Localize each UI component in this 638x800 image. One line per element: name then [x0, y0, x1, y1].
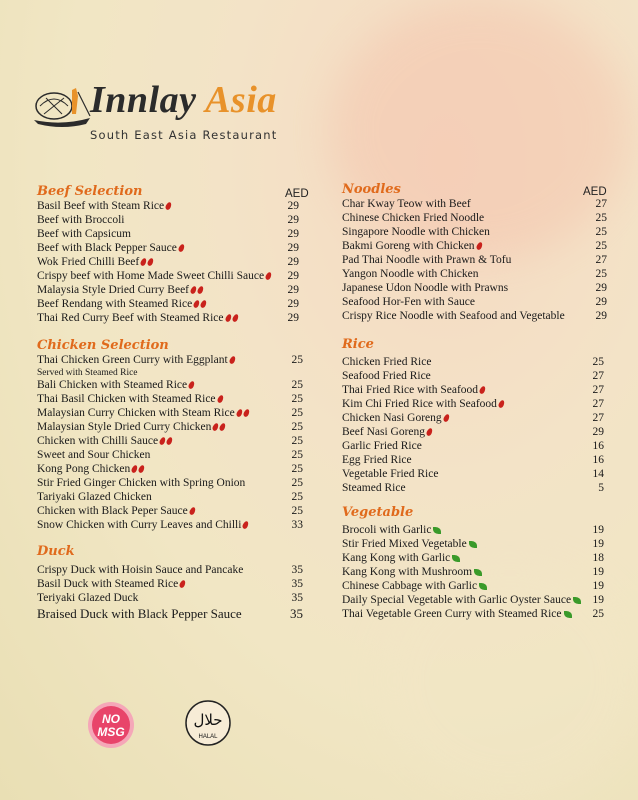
menu-item	[342, 425, 607, 439]
chili-icon	[235, 409, 243, 418]
section-title: Rice	[342, 337, 374, 352]
menu-item-name: Malaysia Style Dried Curry Beef	[37, 284, 307, 296]
menu-item	[37, 434, 307, 448]
menu-list	[342, 355, 607, 495]
leaf-icon	[469, 541, 477, 548]
section-beef	[37, 184, 307, 325]
menu-item	[342, 607, 607, 621]
menu-item	[342, 439, 607, 453]
chili-icon	[228, 356, 236, 365]
menu-item	[342, 211, 607, 225]
menu-list	[37, 353, 307, 532]
menu-item-price: 29	[287, 200, 299, 212]
menu-item	[342, 281, 607, 295]
menu-item-name: Seafood Fried Rice	[342, 370, 431, 382]
chili-icon	[188, 507, 196, 516]
menu-item	[342, 467, 607, 481]
menu-item	[342, 369, 607, 383]
section-title: Duck	[37, 544, 75, 559]
chili-icon	[479, 386, 487, 395]
halal-icon	[183, 696, 233, 750]
menu-item-name: Thai Basil Chicken with Steamed Rice	[37, 393, 307, 405]
brand-second-word: Asia	[205, 79, 277, 121]
menu-item-name: Beef with Broccoli	[37, 214, 125, 226]
menu-item	[37, 476, 307, 490]
menu-item-price: 25	[592, 608, 604, 620]
leaf-icon	[452, 555, 460, 562]
menu-item-price: 19	[592, 566, 604, 578]
leaf-icon	[564, 611, 572, 618]
menu-item-name: Beef Nasi Goreng	[342, 426, 607, 438]
menu-item-name: Braised Duck with Black Pepper Sauce	[37, 605, 242, 621]
menu-item-price: 33	[291, 519, 303, 531]
menu-item-price: 29	[287, 284, 299, 296]
menu-item	[37, 406, 307, 420]
tagline: South East Asia Restaurant	[90, 128, 278, 142]
menu-item-name: Vegetable Fried Rice	[342, 468, 439, 480]
boat-fisherman-icon	[32, 86, 94, 130]
menu-item-price: 25	[291, 491, 303, 503]
menu-item-price: 29	[287, 312, 299, 324]
menu-item	[37, 199, 307, 213]
menu-item-name: Crispy Duck with Hoisin Sauce and Pancake	[37, 564, 244, 576]
chili-icon	[177, 244, 185, 253]
menu-item	[342, 579, 607, 593]
menu-item-name: Garlic Fried Rice	[342, 440, 422, 452]
menu-item-price: 18	[592, 552, 604, 564]
menu-item-price: 25	[291, 393, 303, 405]
menu-item	[342, 593, 607, 607]
menu-item	[37, 378, 307, 392]
chili-icon	[216, 395, 224, 404]
section-noodles	[342, 182, 607, 323]
menu-item-price: 25	[291, 421, 303, 433]
menu-item-price: 5	[598, 482, 604, 494]
menu-item-name: Malaysian Curry Chicken with Steam Rice	[37, 407, 307, 419]
menu-item-price: 25	[595, 212, 607, 224]
menu-item	[37, 255, 307, 269]
menu-item-price: 27	[592, 412, 604, 424]
menu-item	[342, 225, 607, 239]
menu-item-price: 19	[592, 594, 604, 606]
menu-item	[37, 462, 307, 476]
menu-item	[37, 269, 307, 283]
menu-item	[342, 253, 607, 267]
menu-item-name: Beef with Capsicum	[37, 228, 131, 240]
chili-icon	[166, 437, 174, 446]
menu-item-price: 29	[287, 298, 299, 310]
menu-list	[37, 563, 307, 622]
menu-item	[342, 551, 607, 565]
chili-icon	[242, 409, 250, 418]
menu-item-price: 29	[595, 282, 607, 294]
menu-item-name: Kim Chi Fried Rice with Seafood	[342, 398, 607, 410]
menu-item-price: 27	[592, 398, 604, 410]
menu-item	[342, 411, 607, 425]
menu-item-name: Stir Fried Mixed Vegetable	[342, 538, 607, 550]
menu-item-name: Sweet and Sour Chicken	[37, 449, 151, 461]
menu-item-price: 16	[592, 440, 604, 452]
menu-item-price: 29	[287, 228, 299, 240]
menu-item-name: Singapore Noodle with Chicken	[342, 226, 490, 238]
menu-item	[37, 448, 307, 462]
menu-item	[342, 267, 607, 281]
menu-item-name: Thai Red Curry Beef with Steamed Rice	[37, 312, 307, 324]
halal-badge	[183, 696, 233, 755]
menu-item-name: Daily Special Vegetable with Garlic Oyster Sauce	[342, 594, 607, 606]
menu-item-name: Wok Fried Chilli Beef	[37, 256, 307, 268]
menu-item	[342, 453, 607, 467]
chili-icon	[200, 300, 208, 309]
menu-item	[37, 241, 307, 255]
menu-item-name: Basil Beef with Steam Rice	[37, 200, 307, 212]
menu-item	[342, 355, 607, 369]
chili-icon	[179, 580, 187, 589]
chili-icon	[197, 286, 205, 295]
menu-item-name: Char Kway Teow with Beef	[342, 198, 471, 210]
section-chicken	[37, 338, 307, 532]
menu-item-name: Kang Kong with Mushroom	[342, 566, 607, 578]
menu-item-price: 27	[595, 198, 607, 210]
menu-item-price: 19	[592, 580, 604, 592]
menu-item-price: 25	[291, 435, 303, 447]
menu-item-name: Yangon Noodle with Chicken	[342, 268, 479, 280]
menu-item-name: Teriyaki Glazed Duck	[37, 592, 139, 604]
chili-icon	[188, 381, 196, 390]
menu-item-name: Chicken Nasi Goreng	[342, 412, 607, 424]
chili-icon	[426, 428, 434, 437]
section-vegetable	[342, 505, 607, 621]
menu-item-name: Thai Fried Rice with Seafood	[342, 384, 607, 396]
menu-item-name: Kang Kong with Garlic	[342, 552, 607, 564]
menu-item-name: Beef with Black Pepper Sauce	[37, 242, 307, 254]
menu-item-price: 29	[592, 426, 604, 438]
menu-item-name: Malaysian Style Dried Curry Chicken	[37, 421, 307, 433]
chili-icon	[224, 314, 232, 323]
menu-item-name: Japanese Udon Noodle with Prawns	[342, 282, 509, 294]
menu-item	[342, 197, 607, 211]
menu-item-name: Brocoli with Garlic	[342, 524, 607, 536]
menu-item	[37, 518, 307, 532]
right-column	[342, 184, 607, 621]
menu-item	[37, 311, 307, 325]
menu-item	[37, 213, 307, 227]
section-title: Vegetable	[342, 505, 414, 520]
no-msg-badge	[86, 700, 136, 755]
menu-item-price: 25	[291, 354, 303, 366]
brand-name	[90, 78, 277, 122]
chili-icon	[475, 242, 483, 251]
section-title: Beef Selection	[37, 184, 143, 199]
menu-item	[37, 591, 307, 605]
currency-label: AED	[285, 188, 309, 200]
menu-item	[37, 227, 307, 241]
menu-item-name: Crispy beef with Home Made Sweet Chilli Sauce	[37, 270, 307, 282]
menu-note: Served with Steamed Rice	[37, 367, 138, 378]
chili-icon	[138, 465, 146, 474]
menu-item-price: 19	[592, 524, 604, 536]
menu-item-price: 29	[287, 242, 299, 254]
no-msg-icon	[86, 700, 136, 750]
menu-item-price: 25	[595, 240, 607, 252]
menu-item-name: Beef Rendang with Steamed Rice	[37, 298, 307, 310]
menu-item-name: Egg Fried Rice	[342, 454, 412, 466]
menu-item	[342, 481, 607, 495]
menu-item-price: 25	[291, 449, 303, 461]
no-msg-line1: NO	[102, 712, 120, 726]
menu-item-name: Bali Chicken with Steamed Rice	[37, 379, 307, 391]
chili-icon	[242, 521, 250, 530]
menu-item-price: 25	[291, 477, 303, 489]
menu-item-price: 14	[592, 468, 604, 480]
currency-label: AED	[583, 186, 607, 198]
menu-item-name: Basil Duck with Steamed Rice	[37, 578, 307, 590]
menu-item-name: Snow Chicken with Curry Leaves and Chilli	[37, 519, 307, 531]
menu-item	[342, 295, 607, 309]
menu-item-name: Chicken Fried Rice	[342, 356, 432, 368]
menu-item	[37, 563, 307, 577]
menu-item	[37, 577, 307, 591]
menu-item-price: 25	[291, 379, 303, 391]
menu-item-name: Steamed Rice	[342, 482, 406, 494]
chili-icon	[165, 202, 173, 211]
menu-item	[342, 309, 607, 323]
menu-list	[342, 523, 607, 621]
menu-item-name: Crispy Rice Noodle with Seafood and Vegetable	[342, 310, 565, 322]
menu-item-price: 25	[291, 407, 303, 419]
restaurant-logo	[32, 80, 292, 150]
menu-item	[342, 523, 607, 537]
chili-icon	[442, 414, 450, 423]
menu-item-name: Pad Thai Noodle with Prawn & Tofu	[342, 254, 512, 266]
menu-item-name: Chicken with Chilli Sauce	[37, 435, 307, 447]
section-duck	[37, 544, 307, 622]
menu-item	[37, 392, 307, 406]
menu-item-price: 27	[592, 370, 604, 382]
menu-item-name: Chinese Chicken Fried Noodle	[342, 212, 485, 224]
menu-item-name: Bakmi Goreng with Chicken	[342, 240, 607, 252]
no-msg-line2: MSG	[97, 725, 125, 739]
menu-item-price: 29	[595, 310, 607, 322]
halal-label: HALAL	[198, 734, 218, 740]
menu-item-price: 29	[287, 214, 299, 226]
left-column	[37, 184, 307, 622]
menu-item	[342, 537, 607, 551]
chili-icon	[147, 258, 155, 267]
menu-item	[37, 504, 307, 518]
menu-item-name: Thai Vegetable Green Curry with Steamed Rice	[342, 608, 607, 620]
menu-item-price: 35	[291, 564, 303, 576]
menu-item-name: Chicken with Black Peper Sauce	[37, 505, 307, 517]
menu-item-price: 27	[595, 254, 607, 266]
menu-item	[342, 565, 607, 579]
menu-item-price: 25	[595, 226, 607, 238]
menu-item	[342, 383, 607, 397]
menu-item-price: 29	[595, 296, 607, 308]
menu-item-price: 27	[592, 384, 604, 396]
menu-list	[342, 197, 607, 323]
section-title: Noodles	[342, 182, 401, 197]
menu-item	[37, 297, 307, 311]
leaf-icon	[474, 569, 482, 576]
section-rice	[342, 337, 607, 495]
chili-icon	[497, 400, 505, 409]
menu-item	[342, 397, 607, 411]
menu-item	[37, 353, 307, 367]
menu-item-price: 29	[287, 270, 299, 282]
halal-arabic: حلال	[193, 711, 223, 729]
menu-item-price: 25	[595, 268, 607, 280]
leaf-icon	[433, 527, 441, 534]
menu-item-price: 29	[287, 256, 299, 268]
menu-item-price: 35	[291, 578, 303, 590]
menu-item	[37, 420, 307, 434]
leaf-icon	[479, 583, 487, 590]
menu-item	[37, 283, 307, 297]
menu-item	[37, 490, 307, 504]
menu-item-name: Seafood Hor-Fen with Sauce	[342, 296, 475, 308]
menu-item-name: Thai Chicken Green Curry with Eggplant	[37, 354, 307, 366]
menu-list	[37, 199, 307, 325]
menu-item-price: 25	[291, 463, 303, 475]
chili-icon	[231, 314, 239, 323]
menu-item-price: 16	[592, 454, 604, 466]
menu-item-name: Stir Fried Ginger Chicken with Spring Onion	[37, 477, 246, 489]
menu-item-price: 35	[291, 592, 303, 604]
menu-item	[342, 239, 607, 253]
menu-item-price: 19	[592, 538, 604, 550]
menu-item-name: Chinese Cabbage with Garlic	[342, 580, 607, 592]
section-title: Chicken Selection	[37, 338, 169, 353]
menu-item-price: 25	[592, 356, 604, 368]
brand-first-word: Innlay	[90, 79, 197, 121]
menu-item-name: Tariyaki Glazed Chicken	[37, 491, 152, 503]
menu-item-name: Kong Pong Chicken	[37, 463, 307, 475]
chili-icon	[219, 423, 227, 432]
menu-item-price: 35	[290, 605, 303, 621]
menu-item-price: 25	[291, 505, 303, 517]
menu-item	[37, 605, 307, 622]
